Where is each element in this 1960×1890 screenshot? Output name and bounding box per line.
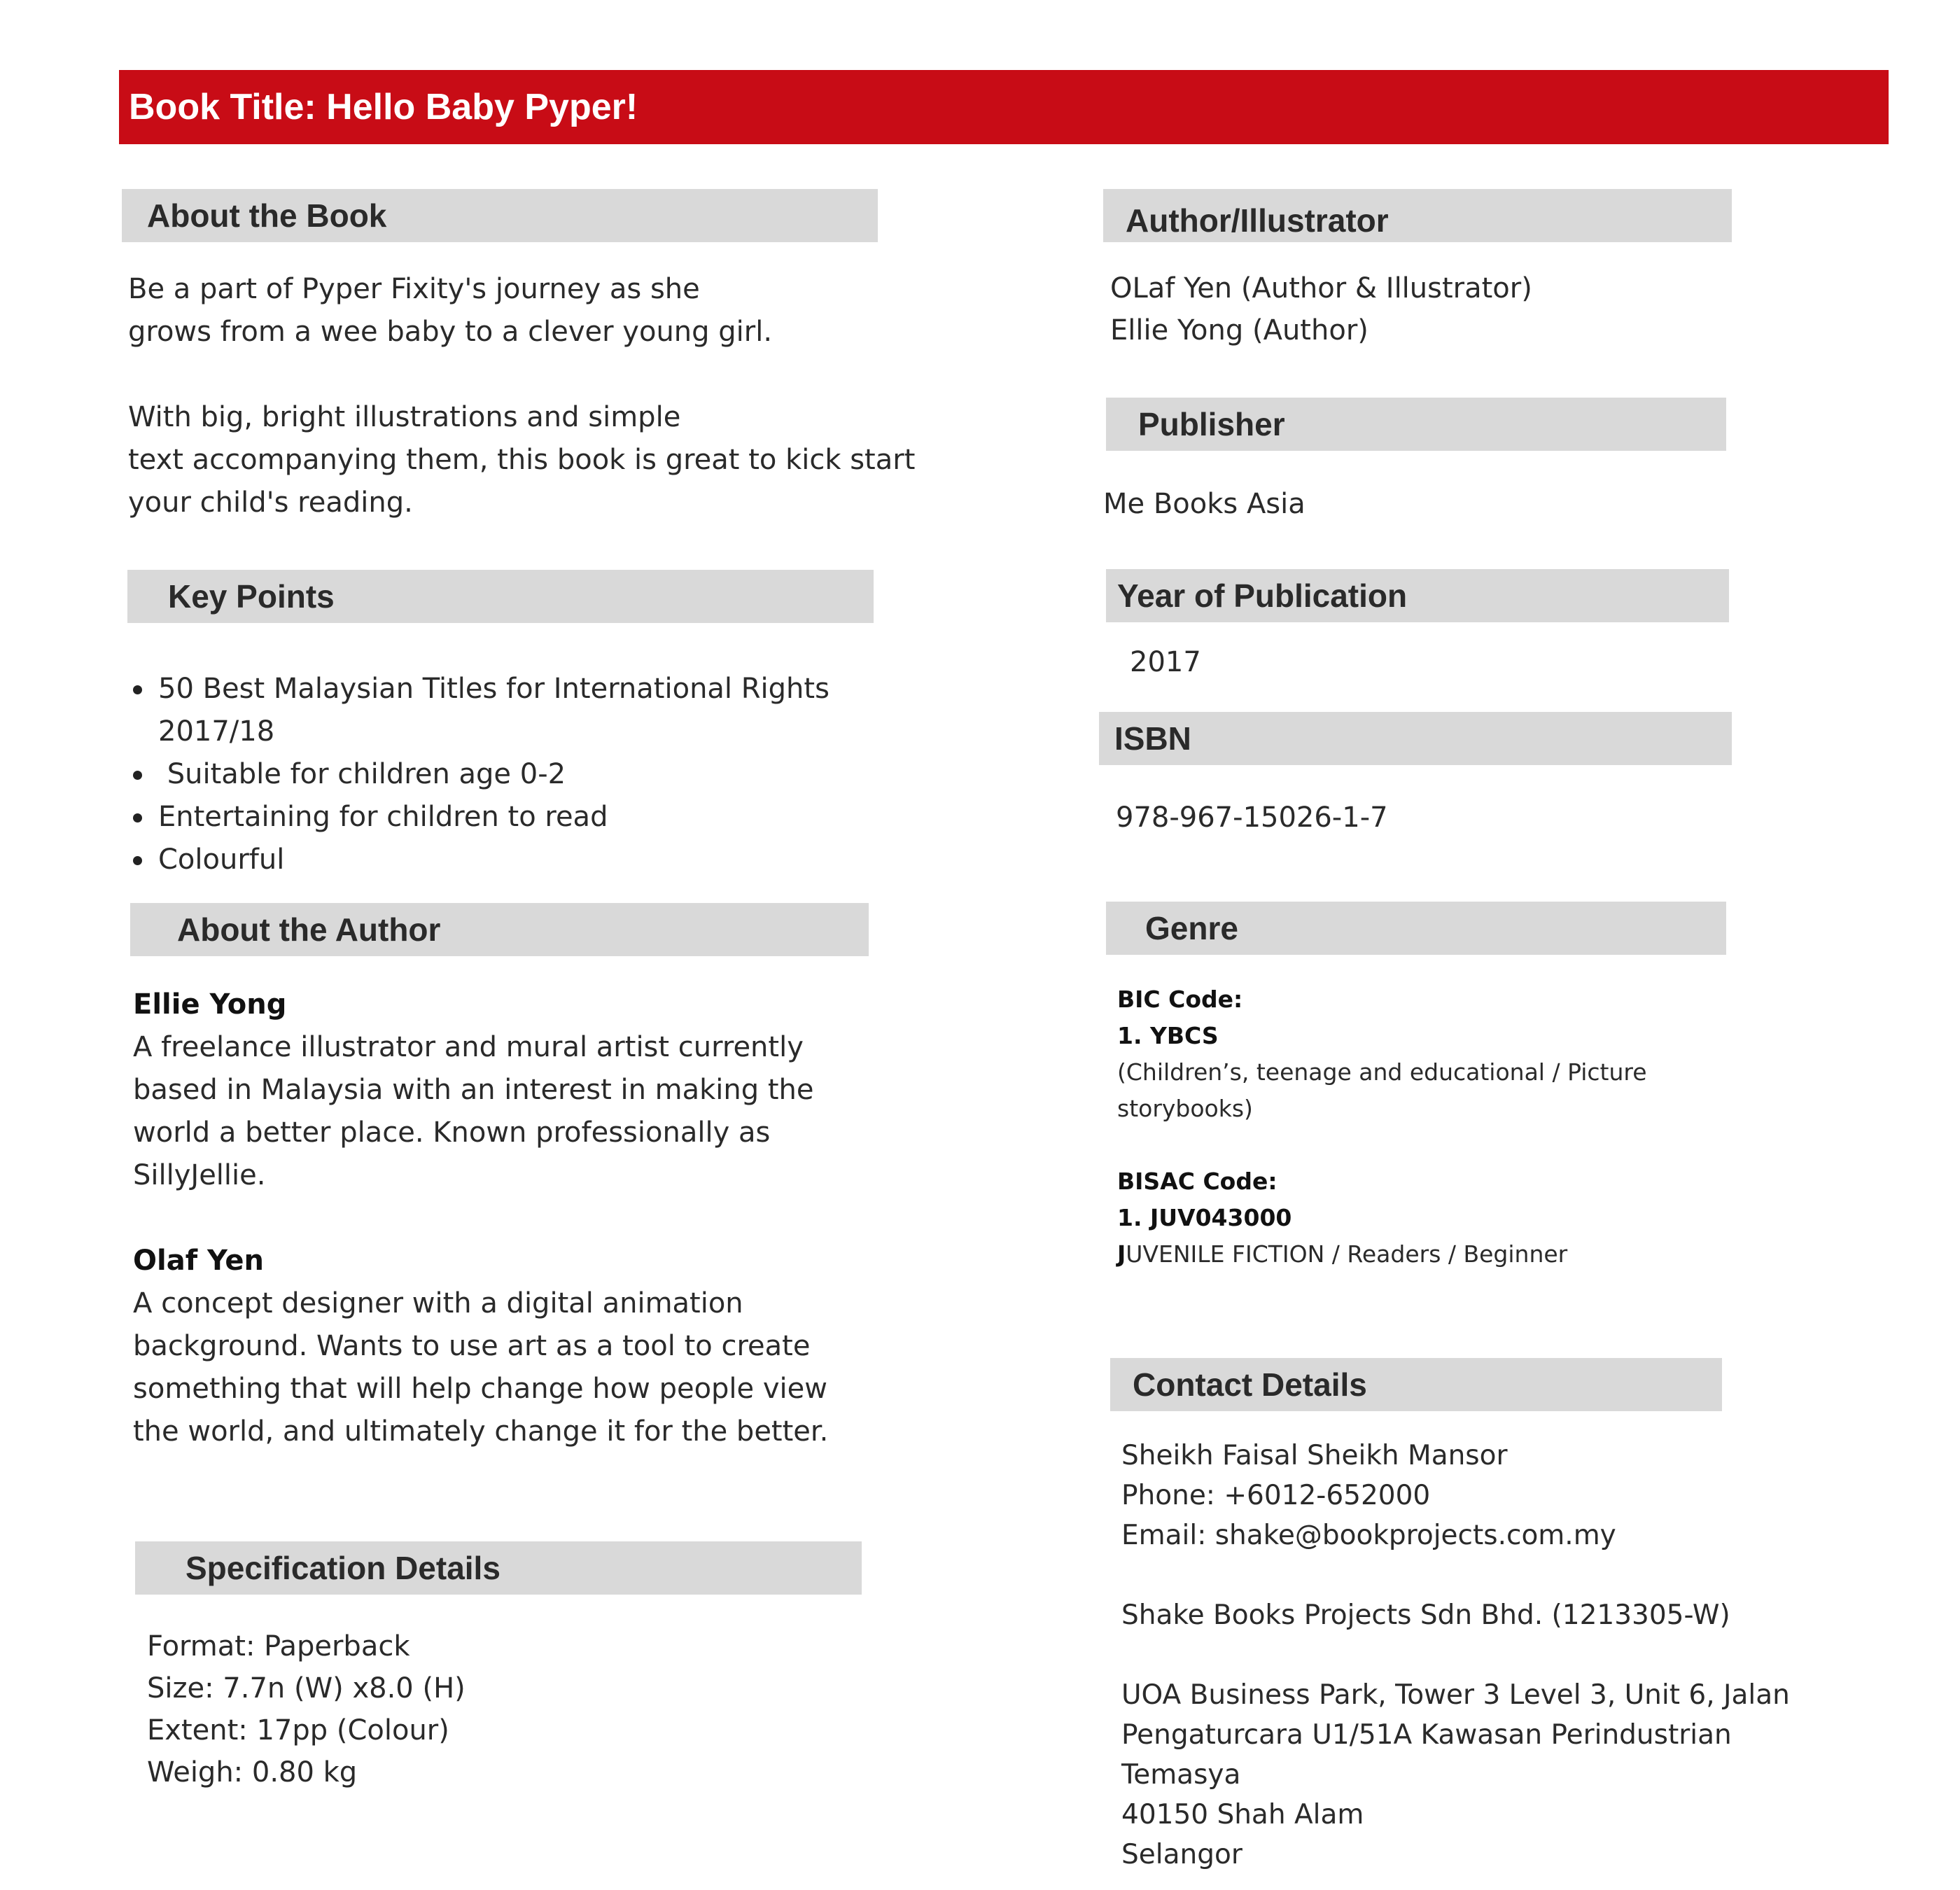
spec-format: Format: Paperback (147, 1630, 410, 1662)
contact-text (1121, 1436, 1790, 1875)
publisher-heading: Publisher (1138, 406, 1285, 442)
author-illustrator-heading-bar (1103, 189, 1732, 242)
key-points-heading-bar (127, 570, 874, 623)
publisher-value: Me Books Asia (1103, 488, 1306, 520)
about-book-text (128, 268, 915, 524)
contact-address-line: Temasya (1121, 1759, 1241, 1791)
author-bio-line: the world, and ultimately change it for the better. (133, 1415, 829, 1448)
contact-address-line: Pengaturcara U1/51A Kawasan Perindustrian (1121, 1719, 1732, 1751)
spec-size: Size: 7.7n (W) x8.0 (H) (147, 1672, 465, 1704)
key-point-item: 50 Best Malaysian Titles for International Rights 2017/18 (130, 668, 830, 753)
contact-address-line: UOA Business Park, Tower 3 Level 3, Unit 6, Jalan (1121, 1679, 1790, 1711)
bullet-icon (133, 771, 142, 780)
contact-heading: Contact Details (1133, 1366, 1367, 1403)
about-book-heading-bar (122, 189, 878, 242)
bullet-icon (133, 813, 142, 822)
about-author-text (133, 983, 828, 1453)
author-illustrator-heading: Author/Illustrator (1126, 202, 1389, 239)
key-point-item: Colourful (130, 839, 830, 881)
key-points-list (130, 668, 830, 881)
about-book-heading: About the Book (147, 197, 387, 234)
contact-name: Sheikh Faisal Sheikh Mansor (1121, 1440, 1508, 1471)
genre-heading-bar (1106, 902, 1726, 955)
author-illustrator-text (1110, 267, 1532, 351)
genre-heading: Genre (1145, 910, 1238, 946)
author-bio-line: world a better place. Known professionally as (133, 1116, 771, 1149)
author-bio-line: SillyJellie. (133, 1159, 266, 1191)
author-bio-line: based in Malaysia with an interest in making the (133, 1074, 814, 1106)
key-point-item: Suitable for children age 0-2 (130, 753, 830, 796)
specification-text (147, 1625, 465, 1793)
contact-email: Email: shake@bookprojects.com.my (1121, 1520, 1616, 1551)
about-author-heading: About the Author (177, 911, 441, 948)
author-bio-line: A concept designer with a digital animation (133, 1287, 743, 1320)
author-name: Ellie Yong (133, 988, 287, 1021)
bic-description: (Children’s, teenage and educational / Picture (1117, 1058, 1647, 1086)
specification-heading-bar (135, 1541, 862, 1595)
specification-heading: Specification Details (186, 1550, 500, 1586)
book-title: Book Title: Hello Baby Pyper! (129, 87, 638, 127)
contact-address-line: 40150 Shah Alam (1121, 1799, 1364, 1830)
bisac-code: 1. JUV043000 (1117, 1204, 1292, 1231)
about-author-heading-bar (130, 903, 869, 956)
year-value: 2017 (1130, 646, 1201, 678)
key-point-item: Entertaining for children to read (130, 796, 830, 839)
bic-description: storybooks) (1117, 1095, 1253, 1122)
contact-company: Shake Books Projects Sdn Bhd. (1213305-W) (1121, 1600, 1730, 1631)
year-heading-bar (1106, 569, 1729, 622)
bisac-description: JUVENILE FICTION / Readers / Beginner (1117, 1240, 1568, 1268)
about-book-line: grows from a wee baby to a clever young girl. (128, 316, 773, 348)
genre-text (1117, 981, 1647, 1273)
bullet-icon (133, 685, 142, 694)
author-name: Olaf Yen (133, 1245, 264, 1277)
isbn-heading-bar (1099, 712, 1732, 765)
bisac-label: BISAC Code: (1117, 1168, 1278, 1195)
bic-label: BIC Code: (1117, 986, 1243, 1013)
about-book-line: Be a part of Pyper Fixity's journey as she (128, 273, 700, 305)
about-book-line: text accompanying them, this book is great to kick start (128, 444, 916, 476)
year-heading: Year of Publication (1117, 578, 1408, 614)
author-bio-line: A freelance illustrator and mural artist currently (133, 1031, 804, 1063)
author-credit-line: OLaf Yen (Author & Illustrator) (1110, 272, 1532, 304)
bic-code: 1. YBCS (1117, 1022, 1219, 1049)
about-book-line: With big, bright illustrations and simple (128, 401, 681, 433)
book-title-bar (119, 70, 1889, 144)
contact-address-line: Selangor (1121, 1839, 1242, 1870)
about-book-line: your child's reading. (128, 486, 413, 519)
author-credit-line: Ellie Yong (Author) (1110, 314, 1368, 346)
author-bio-line: background. Wants to use art as a tool to create (133, 1330, 811, 1362)
contact-heading-bar (1110, 1358, 1722, 1411)
isbn-value: 978-967-15026-1-7 (1116, 802, 1388, 834)
publisher-heading-bar (1106, 398, 1726, 451)
contact-phone: Phone: +6012-652000 (1121, 1480, 1431, 1511)
author-bio-line: something that will help change how people view (133, 1373, 827, 1405)
key-points-heading: Key Points (168, 578, 335, 615)
spec-weight: Weigh: 0.80 kg (147, 1756, 358, 1788)
isbn-heading: ISBN (1114, 720, 1191, 757)
bullet-icon (133, 856, 142, 865)
spec-extent: Extent: 17pp (Colour) (147, 1714, 449, 1746)
